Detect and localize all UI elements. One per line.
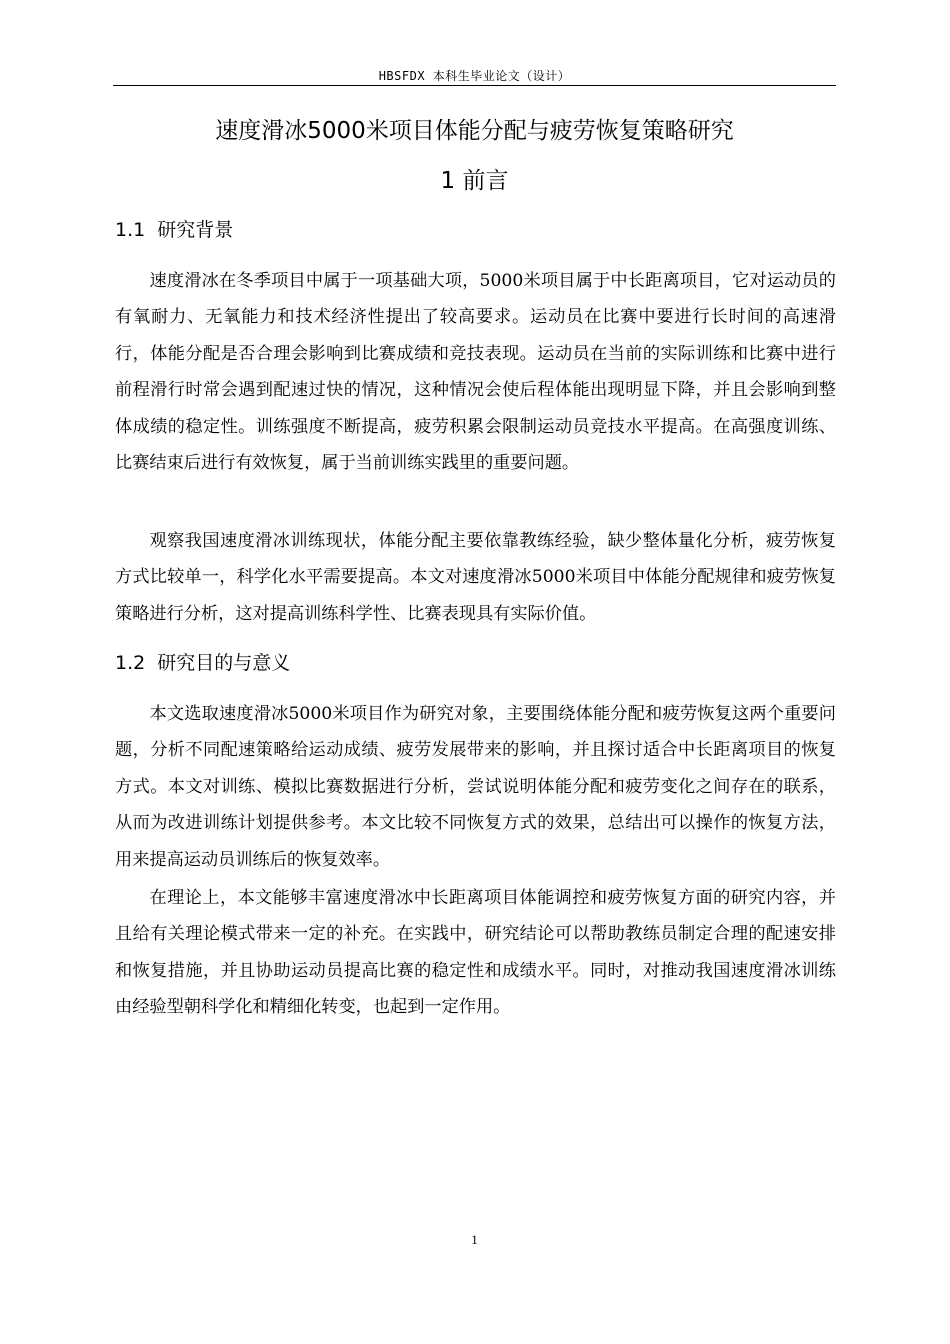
subsection-heading-background	[115, 215, 233, 245]
running-header: HBSFDX 本科生毕业论文（设计）	[378, 69, 571, 83]
subsection-heading-purpose	[115, 648, 290, 678]
page-number: 1	[471, 1232, 478, 1247]
body-paragraph: 观察我国速度滑冰训练现状，体能分配主要依靠教练经验，缺少整体量化分析，疲劳恢复方式比较单一，科学化水平需要提高。本文对速度滑冰5000米项目中体能分配规律和疲劳恢复策略进行分析，这对提高训练科学性、比赛表现具有实际价值。	[115, 531, 836, 624]
document-title: 速度滑冰5000米项目体能分配与疲劳恢复策略研究	[215, 118, 734, 144]
subsection-number: 1.2	[115, 652, 146, 674]
header-divider	[113, 85, 836, 86]
subsection-title: 研究目的与意义	[157, 652, 291, 674]
section-heading: 1 前言	[440, 168, 509, 194]
subsection-number: 1.1	[115, 219, 146, 241]
body-paragraph: 在理论上，本文能够丰富速度滑冰中长距离项目体能调控和疲劳恢复方面的研究内容，并且给有关理论模式带来一定的补充。在实践中，研究结论可以帮助教练员制定合理的配速安排和恢复措施，并且协助运动员提高比赛的稳定性和成绩水平。同时，对推动我国速度滑冰训练由经验型朝科学化和精细化转变，也起到一定作用。	[115, 888, 836, 1018]
subsection-title: 研究背景	[157, 219, 234, 241]
body-paragraph: 速度滑冰在冬季项目中属于一项基础大项，5000米项目属于中长距离项目，它对运动员的有氧耐力、无氧能力和技术经济性提出了较高要求。运动员在比赛中要进行长时间的高速滑行，体能分配是否合理会影响到比赛成绩和竞技表现。运动员在当前的实际训练和比赛中进行前程滑行时常会遇到配速过快的情况，这种情况会使后程体能出现明显下降，并且会影响到整体成绩的稳定性。训练强度不断提高，疲劳积累会限制运动员竞技水平提高。在高强度训练、比赛结束后进行有效恢复，属于当前训练实践里的重要问题。	[115, 271, 836, 474]
body-paragraph: 本文选取速度滑冰5000米项目作为研究对象，主要围绕体能分配和疲劳恢复这两个重要问题，分析不同配速策略给运动成绩、疲劳发展带来的影响，并且探讨适合中长距离项目的恢复方式。本文对训练、模拟比赛数据进行分析，尝试说明体能分配和疲劳变化之间存在的联系，从而为改进训练计划提供参考。本文比较不同恢复方式的效果，总结出可以操作的恢复方法，用来提高运动员训练后的恢复效率。	[115, 704, 836, 870]
